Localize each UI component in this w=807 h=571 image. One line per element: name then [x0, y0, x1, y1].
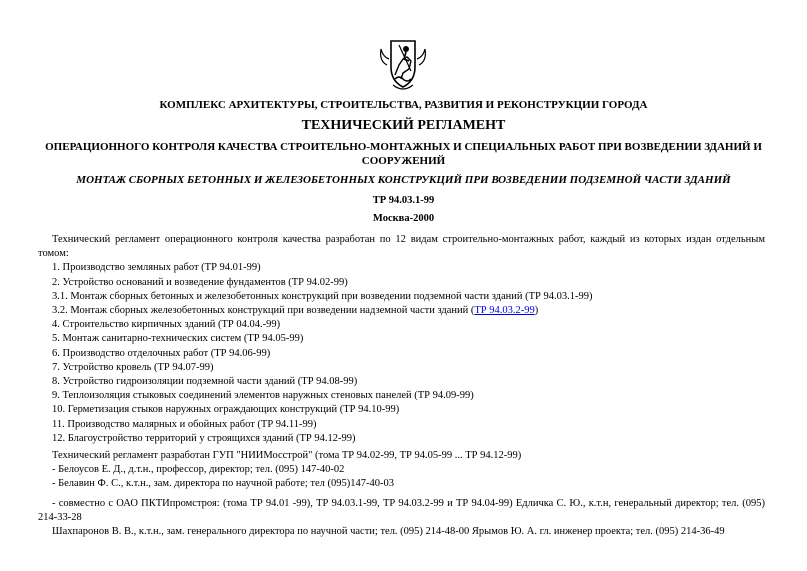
- moscow-coat-of-arms-icon: [373, 35, 433, 93]
- developer-line: Шахпаронов В. В., к.т.н., зам. генерального директора по научной части; тел. (095) 214-48-00 Ярымов Ю. А. гл. инженер проекта; тел. (095) 214-36-49: [52, 526, 725, 538]
- document-body: [38, 233, 765, 539]
- developers-block: [38, 449, 765, 539]
- list-item: 2. Устройство оснований и возведение фундаментов (ТР 94.02-99): [52, 276, 348, 288]
- document-code: ТР 94.03.1-99: [372, 195, 435, 206]
- list-item: 4. Строительство кирпичных зданий (ТР 04.04.-99): [52, 319, 281, 331]
- developer-line: - совместно с ОАО ПКТИпромстроя: (тома ТР 94.01 -99), ТР 94.03.1-99, ТР 94.03.2-99 и ТР 94.04-99) Едличка С. Ю., к.т.н, генеральный директор; тел. (095) 214-33-28: [38, 497, 765, 523]
- developer-line: Технический регламент разработан ГУП "НИИМосстрой" (тома ТР 94.02-99, ТР 94.05-99 ... ТР 94.12-99): [52, 450, 522, 462]
- list-item: 9. Теплоизоляция стыковых соединений элементов наружных стеновых панелей (ТР 94.09-99): [52, 390, 474, 402]
- list-item: 8. Устройство гидроизоляции подземной части зданий (ТР 94.08-99): [52, 376, 358, 388]
- volumes-list: [38, 261, 765, 446]
- list-item: 1. Производство земляных работ (ТР 94.01-99): [52, 262, 261, 274]
- part-title: МОНТАЖ СБОРНЫХ БЕТОННЫХ И ЖЕЛЕЗОБЕТОННЫХ КОНСТРУКЦИЙ ПРИ ВОЗВЕДЕНИИ ПОДЗЕМНОЙ ЧАСТИ ЗДАНИЙ: [76, 174, 731, 186]
- list-item: 7. Устройство кровель (ТР 94.07-99): [52, 361, 214, 373]
- list-item: 3.1. Монтаж сборных бетонных и железобетонных конструкций при возведении подземной части зданий (ТР 94.03.1-99): [52, 290, 593, 302]
- developer-line: - Белоусов Е. Д., д.т.н., профессор, директор; тел. (095) 147-40-02: [52, 464, 345, 476]
- city-year: Москва-2000: [372, 213, 435, 224]
- intro-paragraph: Технический регламент операционного контроля качества разработан по 12 видам строительно-монтажных работ, каждый из которых издан отдельным томом:: [38, 234, 765, 260]
- organization-title: КОМПЛЕКС АРХИТЕКТУРЫ, СТРОИТЕЛЬСТВА, РАЗВИТИЯ И РЕКОНСТРУКЦИИ ГОРОДА: [159, 99, 648, 111]
- regulation-subject: ОПЕРАЦИОННОГО КОНТРОЛЯ КАЧЕСТВА СТРОИТЕЛЬНО-МОНТАЖНЫХ И СПЕЦИАЛЬНЫХ РАБОТ ПРИ ВОЗВЕДЕНИИ ЗДАНИЙ И СООРУЖЕНИЙ: [45, 141, 762, 167]
- document-type-title: ТЕХНИЧЕСКИЙ РЕГЛАМЕНТ: [301, 118, 506, 133]
- tr-94-03-2-link[interactable]: ТР 94.03.2-99: [474, 305, 535, 317]
- list-item: 5. Монтаж санитарно-технических систем (ТР 94.05-99): [52, 333, 304, 345]
- list-item: 12. Благоустройство территорий у строящихся зданий (ТР 94.12-99): [52, 432, 356, 444]
- developer-line: - Белавин Ф. С., к.т.н., зам. директора по научной работе; тел (095)147-40-03: [52, 478, 395, 490]
- list-item: 6. Производство отделочных работ (ТР 94.06-99): [52, 347, 271, 359]
- list-item-close: ): [534, 305, 539, 317]
- list-item: 11. Производство малярных и обойных работ (ТР 94.11-99): [52, 418, 317, 430]
- list-item: 10. Герметизация стыков наружных ограждающих конструкций (ТР 94.10-99): [52, 404, 400, 416]
- list-item: [52, 304, 765, 318]
- list-item-text: 3.2. Монтаж сборных железобетонных конструкций при возведении надземной части зданий (: [52, 305, 475, 317]
